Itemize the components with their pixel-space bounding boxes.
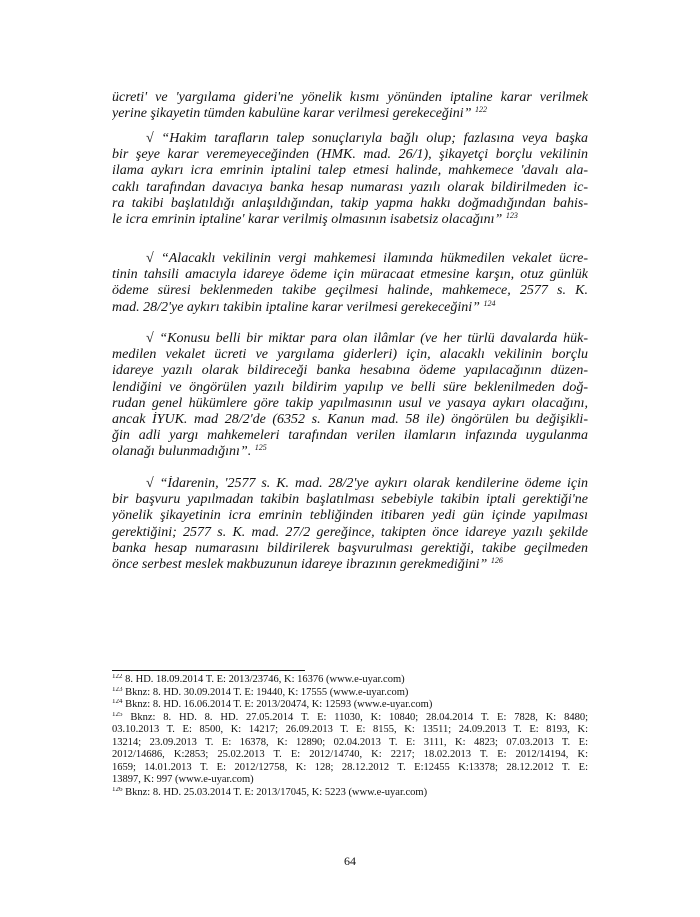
footnote-ref[interactable]: 126 (490, 556, 503, 565)
footnote-number: 126 (112, 786, 123, 793)
text-line (112, 251, 588, 267)
text-line (112, 163, 588, 179)
footnote-text: Bknz: 8. HD. 16.06.2014 T. E: 2013/20474, K: 12593 (www.e-uyar.com) (125, 699, 433, 710)
text-line (112, 380, 588, 396)
quote-paragraph (112, 90, 588, 122)
line-text: √ “İdarenin, '2577 s. K. mad. 28/2'ye aykırı olarak kendilerine ödeme için (146, 476, 588, 491)
line-text: banka hesap numarasını bildirilerek başvurulması gerektiği, takibe geçilmeden (112, 540, 588, 556)
footnote-line (112, 787, 588, 800)
footnote-text: Bknz: 8. HD. 30.09.2014 T. E: 19440, K: 17555 (www.e-uyar.com) (125, 686, 409, 698)
footnote-number: 125 (112, 711, 123, 718)
text-line (112, 396, 588, 412)
line-text: ancak İYUK. mad 28/2'de (6352 s. Kanun mad. 58 ile) öngörülen bu değişikli- (112, 411, 588, 427)
footnote-line (112, 774, 588, 787)
footnote-line (112, 749, 588, 762)
footnote-ref[interactable]: 122 (474, 106, 487, 115)
text-line (112, 90, 588, 106)
text-line (112, 412, 588, 428)
footnote-number: 123 (112, 686, 123, 693)
text-line (112, 331, 588, 347)
footnotes (112, 674, 588, 799)
footnote-separator (112, 670, 305, 671)
line-text: ücreti' ve 'yargılama gideri'ne yönelik kısmı yönünden iptaline karar verilmek (112, 90, 588, 105)
footnote-text: 03.10.2013 T. E: 8500, K: 14217; 26.09.2013 T. E: 8155, K: 13511; 24.09.2013 T. E: 8193, K: (112, 724, 588, 735)
line-text: ğin adli yargı mahkemeleri tarafından verilen ilamların infazında uygulanma (112, 428, 588, 444)
line-text: bir şeye karar veremeyeceğinden (HMK. mad. 26/1), şikayetçi borçlu vekilinin (112, 147, 588, 163)
line-text: medilen vekalet ücreti ve yargılama giderleri) için, alacaklı vekilinin borçlu (112, 347, 588, 363)
line-text: lendiğini ve öngörülen yazılı bildirim yapılıp ve belli süre beklenilmeden doğ- (112, 379, 588, 395)
footnote-line (112, 762, 588, 775)
text-line (112, 347, 588, 363)
footnote-text: 1659; 14.01.2013 T. E: 2012/12758, K: 128; 28.12.2012 T. E:12455 K:13378; 28.12.2012 T. E: (112, 761, 588, 773)
footnote-line (112, 674, 588, 687)
footnote-line (112, 724, 588, 737)
text-line (112, 492, 588, 508)
line-text: yönelik şikayetinin icra emrinin tebliğinden itibaren yedi gün içinde yapılması (112, 508, 588, 524)
line-text: √ “Konusu belli bir miktar para olan ilâmlar (ve her türlü davalarda hük- (146, 331, 588, 346)
text-line (112, 267, 588, 283)
text-line (112, 283, 588, 299)
text-line (112, 525, 588, 541)
quote-paragraph (112, 251, 588, 316)
line-text: yerine şikayetin tümden kabulüne karar verilmesi gerekeceğini” (112, 106, 472, 122)
line-text: ra takibi başlatıldığı anlaşıldığından, takip yapma hakkı doğmadığından bahis- (112, 195, 588, 211)
line-text: tinin tahsili amacıyla idareye ödeme için müracaat etmesine karşın, otuz günlük (112, 267, 588, 283)
footnote-line (112, 712, 588, 725)
line-text: idareye yazılı olarak bildireceği banka hesabına ödeme yapılacağının düzen- (112, 363, 588, 379)
footnote-ref[interactable]: 124 (483, 299, 496, 308)
line-text: ödeme süresi beklenmeden takibe geçilmesi halinde, mahkemece, 2577 s. K. (112, 283, 588, 299)
quote-paragraph (112, 476, 588, 573)
footnote-line (112, 687, 588, 700)
footnote-number: 122 (112, 674, 123, 680)
text-line (112, 476, 588, 492)
footnote-text: 8. HD. 18.09.2014 T. E: 2013/23746, K: 16376 (www.e-uyar.com) (125, 674, 405, 685)
line-text: olanağı bulunmadığını”. (112, 444, 252, 460)
text-line (112, 147, 588, 163)
line-text: bir başvuru yapılmadan takibin başlatılması sebebiyle takibin iptali gerektiği'ne (112, 492, 588, 508)
text-line (112, 444, 588, 460)
text-line (112, 131, 588, 147)
line-text: önce serbest meslek makbuzunun idareye ibrazının gerekmediğini” (112, 556, 488, 572)
footnote-text: Bknz: 8. HD. 8. HD. 27.05.2014 T. E: 11030, K: 10840; 28.04.2014 T. E: 7828, K: 8480; (130, 711, 588, 723)
footnote-number: 124 (112, 699, 123, 705)
page-number: 64 (344, 854, 356, 868)
line-text: rudan genel hükümlere göre takip yapılmasının usul ve yasaya aykırı olacağını, (112, 395, 588, 411)
text-line (112, 196, 588, 212)
text-line (112, 541, 588, 557)
footnote-line (112, 699, 588, 712)
text-line (112, 300, 588, 316)
footnote-text: 13897, K: 997 (www.e-uyar.com) (112, 774, 254, 785)
line-text: ilama aykırı icra emrinin iptalini talep etmesi halinde, mahkemece 'davalı ala- (112, 163, 588, 179)
footnote-ref[interactable]: 125 (254, 444, 267, 453)
line-text: √ “Alacaklı vekilinin vergi mahkemesi ilamında hükmedilen vekalet ücre- (146, 251, 588, 266)
text-line (112, 557, 588, 573)
quote-paragraph (112, 331, 588, 461)
footnote-line (112, 737, 588, 750)
text-line (112, 212, 588, 228)
footnote-ref[interactable]: 123 (505, 211, 518, 220)
footnote-text: 13214; 23.09.2013 T. E: 16378, K: 12890; 02.04.2013 T. E: 3111, K: 4823; 07.03.2013 T. E: (112, 736, 588, 748)
text-line (112, 363, 588, 379)
line-text: caklı tarafından davacıya banka hesap numarası yazılı olarak bildirilmeden ic- (112, 179, 588, 195)
line-text: √ “Hakim tarafların talep sonuçlarıyla bağlı olup; fazlasına veya başka (146, 131, 588, 146)
text-line (112, 180, 588, 196)
text-line (112, 508, 588, 524)
line-text: gerektiğini; 2577 s. K. mad. 27/2 gereğince, takipten önce idareye yazılı şekilde (112, 524, 588, 540)
line-text: mad. 28/2'ye aykırı takibin iptaline karar verilmesi gerekeceğini” (112, 299, 480, 315)
line-text: le icra emrinin iptaline' karar verilmiş olmasının isabetsiz olacağını” (112, 211, 503, 227)
footnote-text: 2012/14686, K:2853; 25.02.2013 T. E: 2012/14740, K: 2217; 18.02.2013 T. E: 2012/14194, K: (112, 749, 588, 760)
text-line (112, 106, 588, 122)
text-line (112, 428, 588, 444)
footnote-text: Bknz: 8. HD. 25.03.2014 T. E: 2013/17045, K: 5223 (www.e-uyar.com) (125, 786, 428, 798)
quote-paragraph (112, 131, 588, 228)
